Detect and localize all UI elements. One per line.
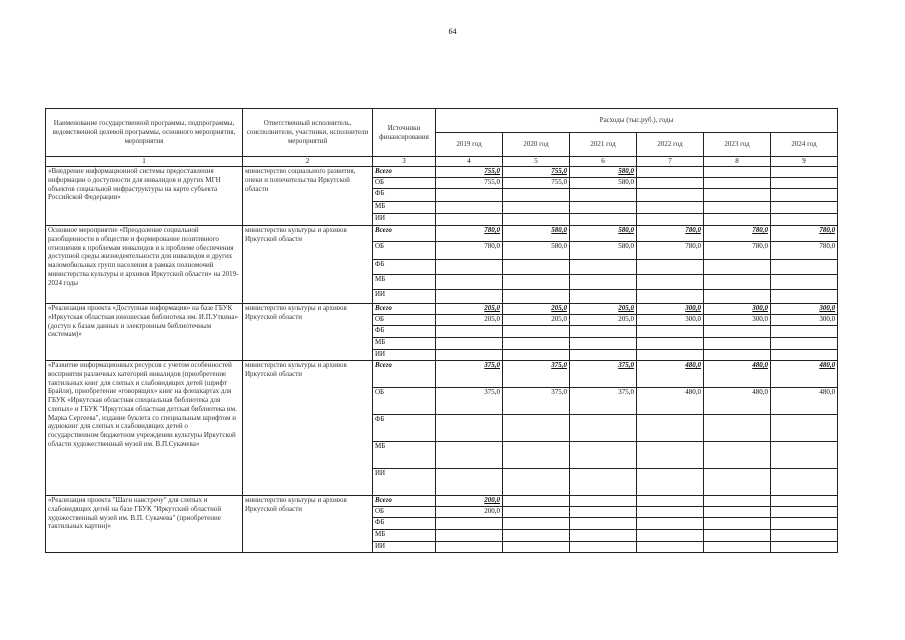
expense-value: 300,0: [637, 315, 704, 326]
funding-source: МБ: [373, 202, 436, 214]
expense-value: [637, 167, 704, 178]
expense-value: [771, 260, 838, 275]
expense-value: [704, 542, 771, 553]
expense-value: [570, 202, 637, 214]
expense-value: [771, 326, 838, 338]
expense-value: [436, 530, 503, 542]
funding-source: ОБ: [373, 178, 436, 189]
expense-value: 300,0: [771, 315, 838, 326]
expense-value: 300,0: [637, 304, 704, 315]
executor: министерство культуры и архивов Иркутской области: [243, 226, 373, 304]
expense-value: [436, 326, 503, 338]
funding-source: Всего: [373, 304, 436, 315]
expense-value: 755,0: [503, 167, 570, 178]
header-executor: Ответственный исполнитель, соисполнители, участники, исполнители мероприятий: [243, 109, 373, 157]
expense-value: [771, 214, 838, 226]
expense-value: [570, 496, 637, 507]
expense-value: [704, 202, 771, 214]
expense-value: [771, 415, 838, 442]
expense-value: [503, 326, 570, 338]
expense-value: 300,0: [771, 304, 838, 315]
funding-source: Всего: [373, 496, 436, 507]
expense-value: [637, 326, 704, 338]
activity-name: «Реализация проекта "Шаги навстречу" для слепых и слабовидящих детей на базе ГБУК "Иркутский областной художественный музей им. В.П. Сукачева" (приобретение тактильных картин)»: [46, 496, 243, 553]
expense-value: [503, 350, 570, 361]
activity-name: «Развитие информационных ресурсов с учетом особенностей восприятия различных категорий инвалидов (приобретение тактильных книг для слепых и слабовидящих детей (шрифт Брайля), приобретение «говорящих» книг на флешкартах для ГБУК «Иркутская областная специальная библиотека для слепых» и ГБУК "Иркутская областная детская библиотека им. Марка Сергеева", издание буклета со специальным шрифтом и аудиокниг для слепых и слабовидящих детей о государственном бюджетном учреждении культуры Иркутской области художественный музей им. В.П.Сукачева»: [46, 361, 243, 496]
expense-value: 300,0: [704, 315, 771, 326]
expense-value: 780,0: [436, 226, 503, 242]
expense-value: [771, 530, 838, 542]
expense-value: [771, 202, 838, 214]
table-row: [46, 361, 838, 388]
expense-value: [637, 202, 704, 214]
header-name: Наименование государственной программы, подпрограммы, ведомственной целевой программы, основного мероприятия, мероприятия: [46, 109, 243, 157]
expense-value: [503, 530, 570, 542]
expense-value: [771, 442, 838, 469]
expense-value: 580,0: [570, 167, 637, 178]
expense-value: 205,0: [503, 304, 570, 315]
column-number: 4: [436, 157, 503, 167]
column-number: 7: [637, 157, 704, 167]
expense-value: [570, 350, 637, 361]
funding-source: ИИ: [373, 290, 436, 304]
expense-value: [637, 518, 704, 530]
expense-value: [570, 442, 637, 469]
header-year: 2024 год: [771, 133, 838, 157]
funding-source: ИИ: [373, 214, 436, 226]
expense-value: [570, 415, 637, 442]
expense-value: [704, 214, 771, 226]
expense-value: 780,0: [436, 242, 503, 260]
expense-value: [503, 518, 570, 530]
expense-value: [771, 338, 838, 350]
executor: министерство культуры и архивов Иркутской области: [243, 304, 373, 361]
expense-value: [637, 469, 704, 496]
expense-value: [704, 290, 771, 304]
expense-value: 205,0: [570, 315, 637, 326]
expense-value: [637, 275, 704, 290]
expense-value: 755,0: [503, 178, 570, 189]
expense-value: [704, 189, 771, 202]
funding-source: МБ: [373, 442, 436, 469]
expense-value: 205,0: [503, 315, 570, 326]
expense-value: 480,0: [637, 388, 704, 415]
expense-value: 375,0: [436, 388, 503, 415]
header-expenses: Расходы (тыс.руб.), годы: [436, 109, 838, 133]
expense-value: [704, 530, 771, 542]
expense-value: [503, 442, 570, 469]
expense-value: [436, 214, 503, 226]
header-year: 2019 год: [436, 133, 503, 157]
expense-value: [503, 202, 570, 214]
expense-value: [771, 167, 838, 178]
expense-value: [704, 260, 771, 275]
header-year: 2020 год: [503, 133, 570, 157]
expense-value: 780,0: [704, 242, 771, 260]
expense-value: 200,0: [436, 496, 503, 507]
expense-value: 480,0: [704, 361, 771, 388]
executor: министерство социального развития, опеки и попечительства Иркутской области: [243, 167, 373, 226]
expense-value: [436, 518, 503, 530]
expense-value: [436, 415, 503, 442]
header-year: 2022 год: [637, 133, 704, 157]
expense-value: [436, 542, 503, 553]
expense-value: [503, 338, 570, 350]
expense-value: [570, 542, 637, 553]
expense-value: [704, 178, 771, 189]
expense-value: [771, 178, 838, 189]
funding-source: ИИ: [373, 542, 436, 553]
expense-value: [704, 326, 771, 338]
expense-value: [637, 178, 704, 189]
expense-value: [436, 350, 503, 361]
expense-value: 300,0: [704, 304, 771, 315]
funding-source: ФБ: [373, 415, 436, 442]
expense-value: [704, 338, 771, 350]
expense-value: [637, 350, 704, 361]
expense-value: 580,0: [503, 242, 570, 260]
expense-value: [637, 415, 704, 442]
expense-value: 580,0: [570, 226, 637, 242]
expense-value: 580,0: [503, 226, 570, 242]
expense-value: 205,0: [436, 304, 503, 315]
expense-value: [503, 214, 570, 226]
funding-source: ИИ: [373, 469, 436, 496]
expense-value: [503, 469, 570, 496]
expense-value: [503, 415, 570, 442]
expense-value: 480,0: [637, 361, 704, 388]
expense-value: [771, 189, 838, 202]
header-year: 2021 год: [570, 133, 637, 157]
funding-source: МБ: [373, 530, 436, 542]
budget-table: [45, 108, 838, 553]
expense-value: 755,0: [436, 178, 503, 189]
expense-value: [637, 260, 704, 275]
column-number: 6: [570, 157, 637, 167]
funding-source: ФБ: [373, 326, 436, 338]
expense-value: [771, 542, 838, 553]
funding-source: ФБ: [373, 518, 436, 530]
expense-value: [436, 202, 503, 214]
expense-value: 480,0: [771, 388, 838, 415]
expense-value: [637, 530, 704, 542]
funding-source: МБ: [373, 338, 436, 350]
expense-value: [570, 189, 637, 202]
expense-value: [771, 496, 838, 507]
expense-value: [704, 496, 771, 507]
expense-value: [704, 275, 771, 290]
expense-value: 375,0: [503, 388, 570, 415]
expense-value: [704, 167, 771, 178]
funding-source: Всего: [373, 167, 436, 178]
expense-value: [570, 530, 637, 542]
funding-source: МБ: [373, 275, 436, 290]
expense-value: 375,0: [503, 361, 570, 388]
expense-value: [637, 442, 704, 469]
expense-value: 580,0: [570, 178, 637, 189]
funding-source: ФБ: [373, 260, 436, 275]
expense-value: 480,0: [704, 388, 771, 415]
expense-value: [637, 189, 704, 202]
expense-value: [570, 290, 637, 304]
expense-value: 480,0: [771, 361, 838, 388]
activity-name: Основное мероприятие «Преодоление социальной разобщенности в обществе и формирование позитивного отношения к проблемам инвалидов и к проблеме обеспечения доступной среды жизнедеятельности для инвалидов и других маломобильных групп населения в рамках полномочий министерства культуры и архивов Иркутской области» на 2019-2024 годы: [46, 226, 243, 304]
expense-value: 780,0: [637, 226, 704, 242]
funding-source: ОБ: [373, 507, 436, 518]
expense-value: [637, 507, 704, 518]
expense-value: [704, 442, 771, 469]
table-row: [46, 496, 838, 507]
expense-value: [637, 214, 704, 226]
expense-value: [704, 415, 771, 442]
expense-value: [503, 542, 570, 553]
expense-value: [436, 275, 503, 290]
expense-value: [570, 260, 637, 275]
column-number: 5: [503, 157, 570, 167]
expense-value: [570, 326, 637, 338]
activity-name: «Внедрение информационной системы предоставления информации о доступности для инвалидов и других МГН объектов социальной инфраструктуры на карте субъекта Российской Федерации»: [46, 167, 243, 226]
funding-source: ИИ: [373, 350, 436, 361]
expense-value: [637, 290, 704, 304]
expense-value: [704, 469, 771, 496]
expense-value: [503, 189, 570, 202]
header-sources: Источники финансирования: [373, 109, 436, 157]
funding-source: ОБ: [373, 315, 436, 326]
expense-value: 580,0: [570, 242, 637, 260]
funding-source: ОБ: [373, 388, 436, 415]
expense-value: [570, 518, 637, 530]
expense-value: [570, 338, 637, 350]
expense-value: [570, 275, 637, 290]
funding-source: Всего: [373, 361, 436, 388]
expense-value: [637, 496, 704, 507]
expense-value: 375,0: [570, 361, 637, 388]
funding-source: ОБ: [373, 242, 436, 260]
funding-source: Всего: [373, 226, 436, 242]
expense-value: 780,0: [771, 242, 838, 260]
expense-value: [570, 214, 637, 226]
expense-value: [771, 350, 838, 361]
table-row: [46, 167, 838, 178]
expense-value: [771, 507, 838, 518]
expense-value: 780,0: [771, 226, 838, 242]
expense-value: [570, 507, 637, 518]
table-row: [46, 304, 838, 315]
expense-value: [503, 290, 570, 304]
expense-value: 375,0: [436, 361, 503, 388]
page-number: 64: [448, 27, 457, 36]
expense-value: [503, 507, 570, 518]
header-year: 2023 год: [704, 133, 771, 157]
expense-value: [570, 469, 637, 496]
expense-value: [771, 469, 838, 496]
expense-value: [503, 275, 570, 290]
expense-value: [436, 469, 503, 496]
expense-value: 200,0: [436, 507, 503, 518]
expense-value: [704, 518, 771, 530]
expense-value: [704, 350, 771, 361]
funding-source: ФБ: [373, 189, 436, 202]
expense-value: [637, 338, 704, 350]
column-number: 2: [243, 157, 373, 167]
expense-value: [704, 507, 771, 518]
activity-name: «Реализация проекта «Доступная информация» на базе ГБУК «Иркутская областная юношеская библиотека им. И.П.Уткина» (доступ к базам данных и электронным библиотечным системам)»: [46, 304, 243, 361]
expense-value: [436, 442, 503, 469]
expense-value: 375,0: [570, 388, 637, 415]
expense-value: [771, 518, 838, 530]
expense-value: [436, 338, 503, 350]
expense-value: [503, 496, 570, 507]
column-number: 1: [46, 157, 243, 167]
expense-value: [771, 275, 838, 290]
expense-value: [436, 189, 503, 202]
expense-value: 755,0: [436, 167, 503, 178]
executor: министерство культуры и архивов Иркутской области: [243, 361, 373, 496]
column-number: 8: [704, 157, 771, 167]
expense-value: 205,0: [570, 304, 637, 315]
expense-value: 205,0: [436, 315, 503, 326]
executor: министерство культуры и архивов Иркутской области: [243, 496, 373, 553]
expense-value: 780,0: [704, 226, 771, 242]
expense-value: [436, 290, 503, 304]
column-number: 3: [373, 157, 436, 167]
expense-value: [771, 290, 838, 304]
column-number: 9: [771, 157, 838, 167]
table-row: [46, 226, 838, 242]
expense-value: 780,0: [637, 242, 704, 260]
expense-value: [436, 260, 503, 275]
expense-value: [503, 260, 570, 275]
expense-value: [637, 542, 704, 553]
